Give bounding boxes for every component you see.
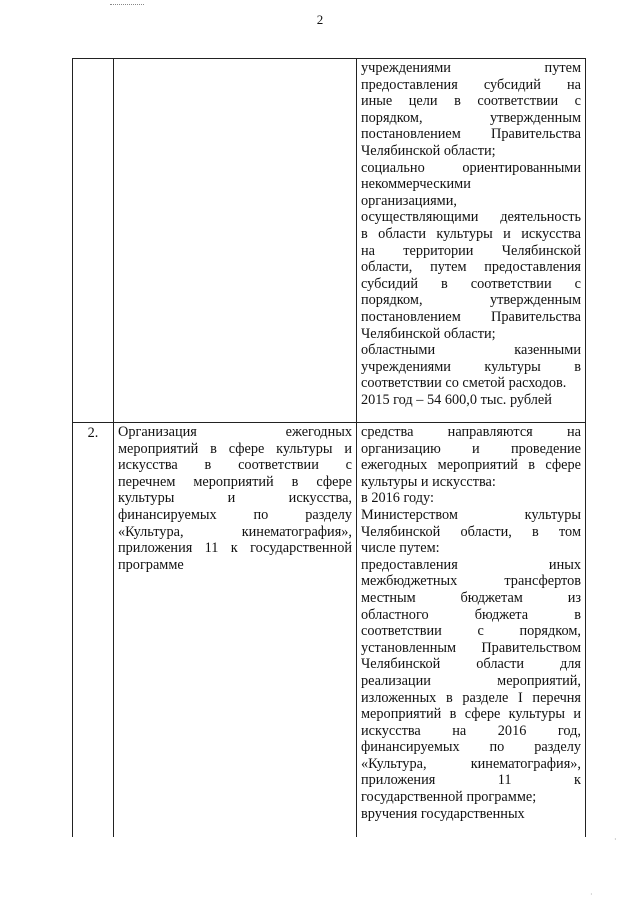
- text-line: культуры и искусства,: [118, 490, 352, 507]
- text-line: постановлением Правительства: [361, 308, 581, 325]
- scan-artifact: ·: [590, 890, 593, 899]
- text-line: Челябинской области;: [361, 325, 496, 342]
- text-line: областными казенными: [361, 342, 581, 359]
- table-row: [73, 423, 586, 838]
- text-line: предоставления иных: [361, 556, 581, 573]
- scan-artifact: [110, 4, 144, 6]
- text-line: в 2016 году:: [361, 490, 434, 507]
- text-line: организациями,: [361, 192, 457, 209]
- funding-description-cell: [357, 423, 586, 838]
- text-line: финансируемых по разделу: [361, 739, 581, 756]
- text-line: порядком, утвержденным: [361, 292, 581, 309]
- text-line: перечнем мероприятий в сфере: [118, 473, 352, 490]
- text-line: числе путем:: [361, 540, 440, 557]
- text-line: постановлением Правительства: [361, 126, 581, 143]
- row-number-cell: 2.: [73, 423, 114, 838]
- text-line: культуры и искусства:: [361, 473, 496, 490]
- text-line: мероприятий в сфере культуры и: [361, 706, 581, 723]
- text-line: соответствии со сметой расходов.: [361, 375, 567, 392]
- text-line: Челябинской области, в том: [361, 523, 581, 540]
- text-line: осуществляющими деятельность: [361, 209, 581, 226]
- text-line: на территории Челябинской: [361, 242, 581, 259]
- text-line: 2015 год – 54 600,0 тыс. рублей: [361, 391, 552, 408]
- text-line: реализации мероприятий,: [361, 672, 581, 689]
- text-line: организацию и проведение: [361, 440, 581, 457]
- text-line: установленным Правительством: [361, 639, 581, 656]
- text-line: областного бюджета в: [361, 606, 581, 623]
- row-number-cell: [73, 59, 114, 423]
- text-line: средства направляются на: [361, 424, 581, 440]
- measure-name-cell: [114, 59, 357, 423]
- text-line: социально ориентированными: [361, 159, 581, 176]
- text-line: вручения государственных: [361, 805, 525, 822]
- text-line: Организация ежегодных: [118, 424, 352, 440]
- text-line: учреждениями культуры в: [361, 358, 581, 375]
- text-line: соответствии с порядком,: [361, 623, 581, 640]
- funding-description-cell: [357, 59, 586, 423]
- text-line: программе: [118, 556, 184, 573]
- text-line: приложения 11 к: [361, 772, 581, 789]
- text-line: «Культура, кинематография»,: [361, 755, 581, 772]
- table-row: [73, 59, 586, 423]
- text-line: Министерством культуры: [361, 506, 581, 523]
- text-line: предоставления субсидий на: [361, 76, 581, 93]
- text-line: порядком, утвержденным: [361, 109, 581, 126]
- text-line: учреждениями путем: [361, 60, 581, 76]
- text-line: мероприятий в сфере культуры и: [118, 440, 352, 457]
- text-line: искусства в соответствии с: [118, 457, 352, 474]
- text-line: приложения 11 к государственной: [118, 540, 352, 557]
- text-line: области, путем предоставления: [361, 259, 581, 276]
- text-line: изложенных в разделе I перечня: [361, 689, 581, 706]
- text-line: искусства на 2016 год,: [361, 722, 581, 739]
- text-line: «Культура, кинематография»,: [118, 523, 352, 540]
- text-line: ежегодных мероприятий в сфере: [361, 457, 581, 474]
- scan-artifact: ·: [614, 835, 617, 844]
- measures-table: [72, 58, 586, 837]
- text-line: государственной программе;: [361, 789, 537, 806]
- text-line: финансируемых по разделу: [118, 506, 352, 523]
- text-line: местным бюджетам из: [361, 589, 581, 606]
- measure-name-cell: [114, 423, 357, 838]
- text-line: некоммерческими: [361, 176, 471, 193]
- text-line: в области культуры и искусства: [361, 225, 581, 242]
- text-line: Челябинской области для: [361, 656, 581, 673]
- page-number: 2: [316, 12, 324, 27]
- text-line: Челябинской области;: [361, 142, 496, 159]
- text-line: субсидий в соответствии с: [361, 275, 581, 292]
- text-line: иные цели в соответствии с: [361, 93, 581, 110]
- text-line: межбюджетных трансфертов: [361, 573, 581, 590]
